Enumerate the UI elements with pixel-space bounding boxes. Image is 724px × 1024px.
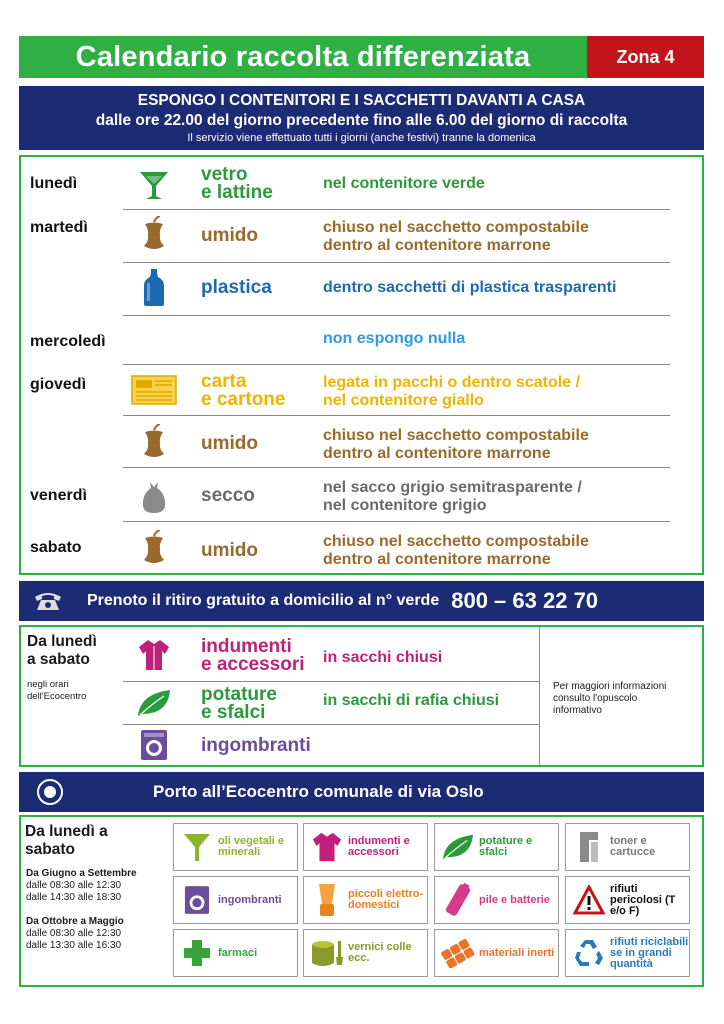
ecocentro-tile: [565, 823, 690, 871]
divider: [123, 521, 670, 522]
trash-bag-icon: [129, 477, 179, 517]
tile-label: pile e batterie: [479, 893, 550, 906]
phone-booking-text: Prenoto il ritiro gratuito a domicilio al n° verde: [87, 592, 440, 609]
recycle-icon: [572, 934, 606, 972]
phone-booking-bar: [19, 581, 704, 621]
plastic-bottle-icon: [129, 268, 179, 308]
category-label: carta e cartone: [201, 371, 286, 410]
ecocentro-tile: [173, 823, 298, 871]
divider: [123, 209, 670, 210]
divider: [123, 262, 670, 263]
blender-icon: [310, 881, 344, 919]
leaf-icon: [441, 828, 475, 866]
ecocentro-tile: [565, 876, 690, 924]
ecocentro-title: Porto all’Ecocentro comunale di via Oslo: [153, 782, 484, 801]
day-label: mercoledì: [30, 333, 106, 350]
ecocentro-tile: [303, 823, 428, 871]
category-label: umido: [201, 540, 258, 561]
ecocentro-tile: [434, 823, 559, 871]
category-description: chiuso nel sacchetto compostabile dentro al contenitore marrone: [323, 533, 589, 568]
category-description: nel contenitore verde: [323, 175, 485, 192]
title-bar: [19, 36, 704, 78]
leaf-icon: [129, 683, 179, 723]
day-label: giovedì: [30, 376, 87, 393]
category-label: plastica: [201, 277, 272, 298]
tile-label: farmaci: [218, 946, 258, 959]
category-label: umido: [201, 433, 258, 454]
notice-line-3: Il servizio viene effettuato tutti i giorni (anche festivi) tranne la domenica: [187, 132, 536, 144]
more-info-note: Per maggiori informazioni consulto l'opuscolo informativo: [553, 681, 667, 716]
notice-line-2: dalle ore 22.00 del giorno precedente fino alle 6.00 del giorno di raccolta: [95, 112, 628, 129]
target-icon: [37, 779, 63, 805]
day-label: lunedì: [30, 175, 78, 192]
ecocentro-tile: [565, 929, 690, 977]
ecocentro-tile: [173, 876, 298, 924]
divider: [123, 681, 539, 682]
category-description: non espongo nulla: [323, 330, 466, 347]
divider: [123, 467, 670, 468]
notice-line-1: ESPONGO I CONTENITORI E I SACCHETTI DAVANTI A CASA: [137, 92, 586, 109]
day-label: martedì: [30, 219, 88, 236]
winter-hours: Da Ottobre a Maggio dalle 08:30 alle 12:30 dalle 13:30 alle 16:30: [26, 916, 124, 951]
tile-label: potature e sfalci: [479, 835, 533, 858]
ecocentro-tile: [173, 929, 298, 977]
apple-core-icon: [129, 529, 179, 569]
washing-machine-icon: [129, 725, 179, 765]
category-description: dentro sacchetti di plastica trasparenti: [323, 279, 617, 296]
clothes-icon: [129, 635, 179, 675]
ecocentro-tile: [434, 929, 559, 977]
divider: [123, 724, 539, 725]
clothes-icon: [310, 828, 344, 866]
tile-label: indumenti e accessori: [348, 835, 410, 858]
tile-label: piccoli elettro-domestici: [348, 888, 424, 911]
tile-label: vernici colle ecc.: [348, 941, 412, 964]
category-label: umido: [201, 225, 258, 246]
divider: [123, 315, 670, 316]
category-label: potature e sfalci: [201, 684, 277, 723]
category-label: vetro e lattine: [201, 164, 273, 203]
tile-label: oli vegetali e minerali: [218, 835, 285, 858]
home-pickup-box: [19, 625, 704, 767]
divider: [539, 627, 540, 765]
category-description: nel sacco grigio semitrasparente / nel contenitore grigio: [323, 479, 582, 514]
category-description: chiuso nel sacchetto compostabile dentro al contenitore marrone: [323, 219, 589, 254]
category-label: indumenti e accessori: [201, 636, 305, 675]
category-label: secco: [201, 485, 255, 506]
telephone-icon: [33, 590, 63, 612]
weekly-schedule: [19, 155, 704, 575]
toner-icon: [572, 828, 606, 866]
paint-can-icon: [310, 934, 344, 972]
toll-free-number[interactable]: 800 – 63 22 70: [451, 588, 599, 613]
zone-badge: Zona 4: [587, 36, 704, 78]
ecocentro-box: [19, 815, 704, 987]
day-label: venerdì: [30, 487, 87, 504]
ecocentro-tile: [303, 876, 428, 924]
newspaper-icon: [129, 370, 179, 410]
category-label: ingombranti: [201, 735, 311, 756]
summer-hours: Da Giugno a Settembre dalle 08:30 alle 12:30 dalle 14:30 alle 18:30: [26, 868, 137, 903]
washing-machine-icon: [180, 881, 214, 919]
tile-label: materiali inerti: [479, 946, 555, 959]
divider: [123, 415, 670, 416]
battery-icon: [441, 881, 475, 919]
exposure-notice: [19, 86, 704, 150]
ecocentro-days: Da lunedì a sabato: [25, 823, 108, 858]
pharmacy-cross-icon: [180, 934, 214, 972]
tiles-icon: [441, 934, 475, 972]
category-description: in sacchi di rafia chiusi: [323, 692, 500, 709]
tile-label: rifiuti pericolosi (T e/o F): [610, 882, 676, 917]
ecocentro-tile: [303, 929, 428, 977]
funnel-icon: [180, 828, 214, 866]
category-description: legata in pacchi o dentro scatole / nel contenitore giallo: [323, 374, 580, 409]
category-description: in sacchi chiusi: [323, 649, 443, 666]
tile-label: ingombranti: [218, 893, 282, 906]
ecocentro-bar: [19, 772, 704, 812]
apple-core-icon: [129, 423, 179, 463]
hazard-icon: [572, 881, 606, 919]
tile-label: toner e cartucce: [610, 835, 656, 858]
category-description: chiuso nel sacchetto compostabile dentro al contenitore marrone: [323, 427, 589, 462]
day-label: sabato: [30, 539, 82, 556]
divider: [123, 364, 670, 365]
home-pickup-note: negli orari dell'Ecocentro: [27, 679, 87, 702]
glass-icon: [129, 165, 179, 205]
page-title: Calendario raccolta differenziata: [19, 36, 587, 78]
ecocentro-tile: [434, 876, 559, 924]
home-pickup-days: Da lunedì a sabato: [27, 633, 97, 668]
apple-core-icon: [129, 215, 179, 255]
tile-label: rifiuti riciclabili se in grandi quantità: [610, 935, 689, 970]
